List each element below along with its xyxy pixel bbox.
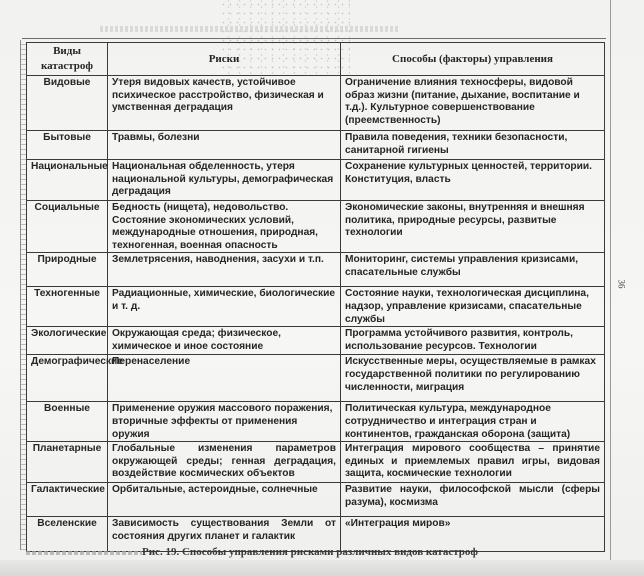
row-type: Галактические: [27, 483, 108, 517]
row-risks: Окружающая среда; физическое, химическое и иное состояние: [108, 327, 341, 355]
row-methods: Экономические законы, внутренняя и внешняя политика, природные ресурсы, развитые технологии: [341, 201, 605, 253]
row-methods: Правила поведения, техники безопасности, санитарной гигиены: [341, 131, 605, 160]
row-methods: Мониторинг, системы управления кризисами, спасательные службы: [341, 253, 605, 287]
row-risks: Глобальные изменения параметров окружающей среды; генная деградация, воздействие космических объектов: [108, 442, 341, 483]
table-row: [27, 76, 605, 131]
row-type: Планетарные: [27, 442, 108, 483]
faint-bleed-through-text: [100, 26, 400, 32]
row-risks: Перенаселение: [108, 355, 341, 402]
header-management-methods: Способы (факторы) управления: [341, 43, 605, 76]
table-header-row: [27, 43, 605, 76]
table-row: [27, 287, 605, 327]
top-rule: [22, 38, 606, 39]
row-risks: Утеря видовых качеств, устойчивое психическое расстройство, физическая и умственная деградация: [108, 76, 341, 131]
right-page-edge: [610, 0, 611, 560]
row-methods: Сохранение культурных ценностей, территории. Конституция, власть: [341, 160, 605, 201]
row-risks: Травмы, болезни: [108, 131, 341, 160]
table-row: [27, 253, 605, 287]
row-risks: Применение оружия массового поражения, вторичные эффекты от применения оружия: [108, 402, 341, 442]
row-risks: Национальная обделенность, утеря национальной культуры, демографическая деградация: [108, 160, 341, 201]
row-risks: Бедность (нищета), недовольство. Состояние экономических условий, международные отношения, природная, техногенная, военная опасность: [108, 201, 341, 253]
page-number: 36: [616, 279, 627, 289]
table-row: [27, 355, 605, 402]
row-type: Демографические: [27, 355, 108, 402]
table-row: [27, 327, 605, 355]
caption-leader-dashes: [26, 551, 142, 555]
row-methods: Интеграция мирового сообщества – принятие единых и приемлемых правил игры, видовая защита, космические технологии: [341, 442, 605, 483]
row-type: Экологические: [27, 327, 108, 355]
row-type: Вселенские: [27, 517, 108, 552]
row-risks: Радиационные, химические, биологические и т. д.: [108, 287, 341, 327]
row-methods: Ограничение влияния техносферы, видовой образ жизни (питание, дыхание, воспитание и т.д.). Культурное совершенствование (преемственность): [341, 76, 605, 131]
row-type: Техногенные: [27, 287, 108, 327]
header-risks: Риски: [108, 43, 341, 76]
table-row: [27, 442, 605, 483]
row-risks: Зависимость существования Земли от состояния других планет и галактик: [108, 517, 341, 552]
catastrophe-risk-table: [26, 42, 605, 552]
row-risks: Землетрясения, наводнения, засухи и т.п.: [108, 253, 341, 287]
table-row: [27, 201, 605, 253]
row-methods: Политическая культура, международное сотрудничество и интеграция стран и континентов, гражданская оборона (защита): [341, 402, 605, 442]
row-methods: Программа устойчивого развития, контроль, использование ресурсов. Технологии: [341, 327, 605, 355]
row-type: Бытовые: [27, 131, 108, 160]
table-row: [27, 131, 605, 160]
row-type: Природные: [27, 253, 108, 287]
row-methods: Искусственные меры, осуществляемые в рамках государственной политики по регулированию численности, миграция: [341, 355, 605, 402]
row-type: Военные: [27, 402, 108, 442]
bottom-page-shadow: [0, 560, 644, 576]
row-methods: Развитие науки, философской мысли (сферы разума), космизма: [341, 483, 605, 517]
table-row: [27, 483, 605, 517]
table-row: [27, 402, 605, 442]
figure-caption: Рис. 19. Способы управления рисками различных видов катастроф: [142, 546, 478, 558]
table-row: [27, 160, 605, 201]
row-methods: Состояние науки, технологическая дисциплина, надзор, управление кризисами, спасательные службы: [341, 287, 605, 327]
row-risks: Орбитальные, астероидные, солнечные: [108, 483, 341, 517]
row-methods: «Интеграция миров»: [341, 517, 605, 552]
row-type: Видовые: [27, 76, 108, 131]
row-type: Социальные: [27, 201, 108, 253]
row-type: Национальные: [27, 160, 108, 201]
header-catastrophe-type: Виды катастроф: [27, 43, 108, 76]
